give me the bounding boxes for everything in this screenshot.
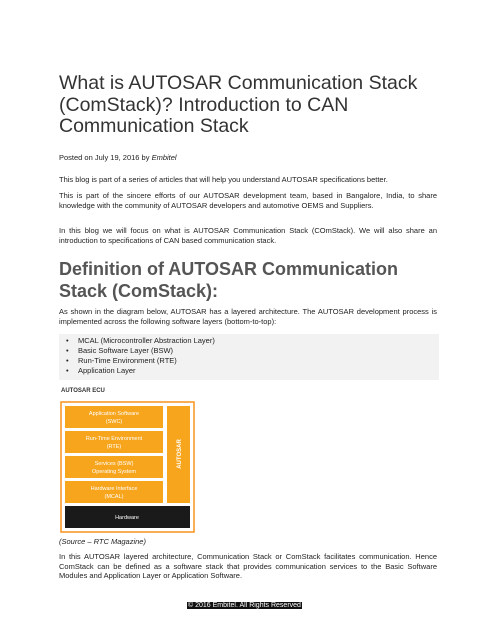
layer-box-text: Services (BSW)	[94, 461, 134, 467]
intro-paragraph: As shown in the diagram below, AUTOSAR has a layered architecture. The AUTOSAR development process is implemented across the following software layers (bottom-to-top):	[59, 307, 437, 326]
post-meta	[59, 153, 177, 162]
diagram-label: AUTOSAR ECU	[61, 388, 105, 394]
page-title: What is AUTOSAR Communication Stack (ComStack)? Introduction to CAN Communication Stack	[59, 72, 418, 137]
autosar-diagram	[59, 384, 196, 534]
list-item: • MCAL (Microcontroller Abstraction Layer)	[78, 336, 215, 346]
hardware-label: Hardware	[115, 515, 139, 521]
list-item: • Basic Software Layer (BSW)	[78, 346, 215, 356]
image-source: (Source – RTC Magazine)	[59, 537, 146, 546]
posted-date: Posted on July 19, 2016 by	[59, 153, 152, 162]
layer-box-text: (SWC)	[105, 419, 123, 425]
layer-box-text: Run-Time Environment	[85, 436, 143, 442]
copyright-footer: © 2016 Embitel. All Rights Reserved	[188, 602, 301, 609]
layer-box-text: (MCAL)	[104, 494, 124, 500]
paragraph-3: In this blog we will focus on what is AUTOSAR Communication Stack (COmStack). We will also share an introduction to specifications of CAN based communication stack.	[59, 226, 437, 245]
list-item: • Application Layer	[78, 366, 215, 376]
paragraph-2: This is part of the sincere efforts of our AUTOSAR development team, based in Bangalore, India, to share knowledge with the community of AUTOSAR developers and automotive OEMS and Suppliers.	[59, 191, 437, 210]
closing-paragraph: In this AUTOSAR layered architecture, Communication Stack or ComStack facilitates communication. Hence ComStack can be defined as a software stack that provides communication services to the Basic Software Modules and Application Layer or Application Software.	[59, 552, 437, 581]
list-item: • Run-Time Environment (RTE)	[78, 356, 215, 366]
section-heading: Definition of AUTOSAR Communication Stack (ComStack):	[59, 259, 398, 301]
autosar-side-label: AUTOSAR	[177, 439, 183, 469]
author-link[interactable]: Embitel	[151, 153, 177, 162]
layer-box-text: Hardware Interface	[90, 486, 138, 492]
layer-box-text: Operating System	[91, 469, 137, 475]
paragraph-1: This blog is part of a series of articles that will help you understand AUTOSAR specifications better.	[59, 175, 388, 184]
layers-list	[78, 336, 215, 376]
layer-box-text: (RTE)	[106, 444, 122, 450]
layer-box-text: Application Software	[88, 411, 140, 417]
